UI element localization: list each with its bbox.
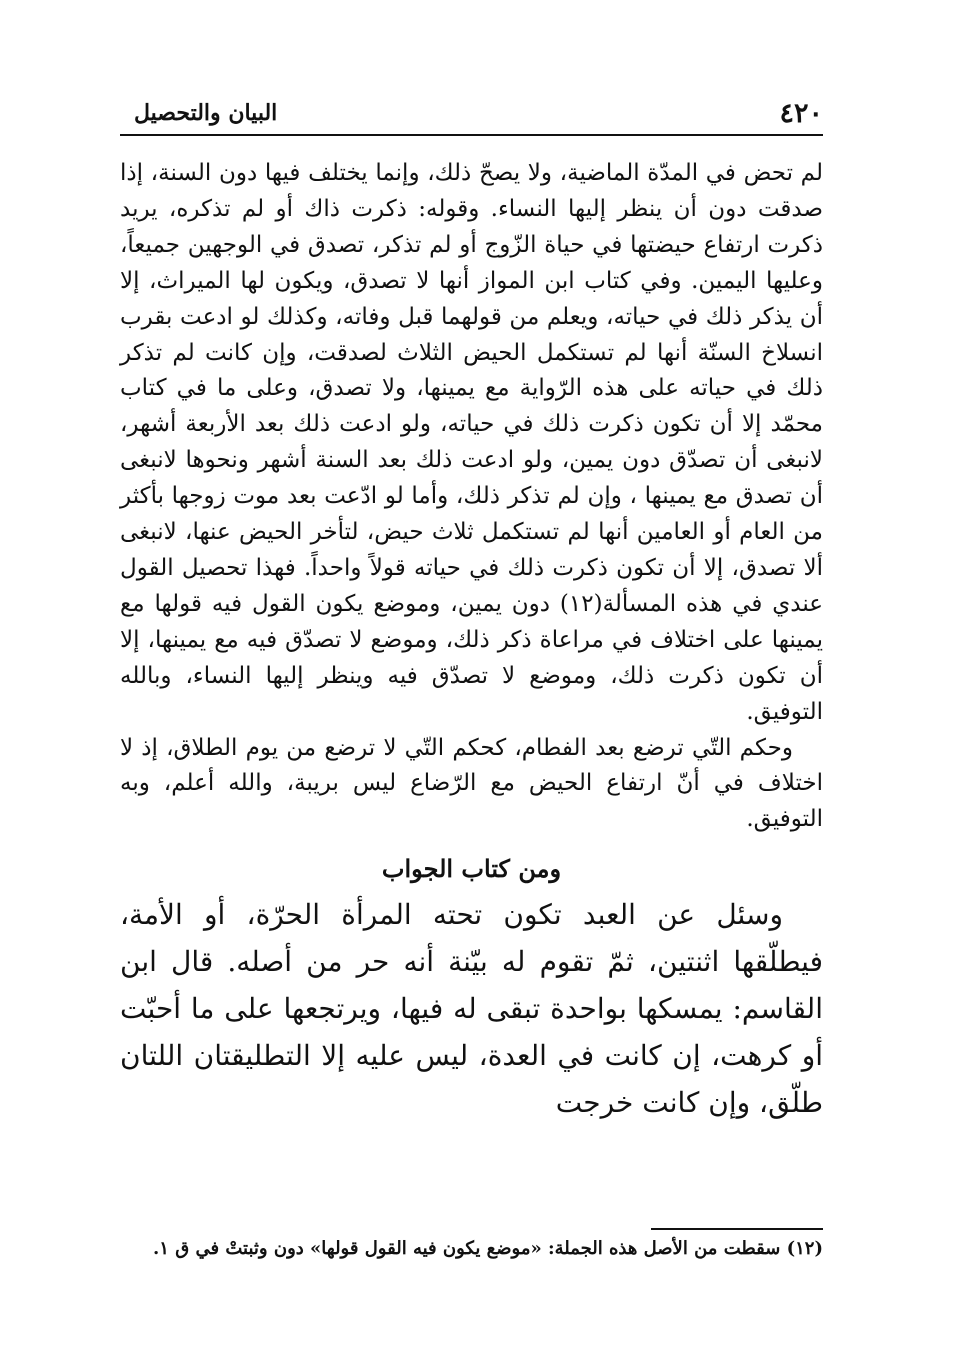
footnote: (١٢) سقطت من الأصل هذه الجملة: «موضع يكون فيه القول قولها» دون وثبتتْ في ق ١. — [153, 1238, 823, 1259]
page-number: ٤٢٠ — [779, 98, 823, 129]
page-body — [120, 156, 823, 1126]
body-paragraph-1: لم تحض في المدّة الماضية، ولا يصحّ ذلك، وإنما يختلف فيها دون السنة، إذا صدقت دون أن ينظر إليها النساء. وقوله: ذكرت ذاك أو لم تذكره، يريد ذكرت ارتفاع حيضتها في حياة الزّوج أو لم تذكر، تصدق في الوجهين جميعاً، وعليها اليمين. وفي كتاب ابن المواز أنها لا تصدق، ويكون لها الميراث، إلا أن يذكر ذلك في حياته، ويعلم من قولهما قبل وفاته، وكذلك لو ادعت بقرب انسلاخ السنّة أنها لم تستكمل الحيض الثلاث لصدقت، وإن كانت لم تذكر ذلك في حياته على هذه الرّواية مع يمينها، ولا تصدق، وعلى ما في كتاب محمّد إلا أن تكون ذكرت ذلك في حياته، ولو ادعت ذلك بعد الأربعة أشهر، لانبغى أن تصدّق دون يمين، ولو ادعت ذلك بعد السنة أشهر ونحوها لانبغى أن تصدق مع يمينها ، وإن لم تذكر ذلك، وأما لو ادّعت بعد موت زوجها بأكثر من العام أو العامين أنها لم تستكمل ثلاث حيض، لتأخر الحيض عنها، لانبغى ألا تصدق، إلا أن تكون ذكرت ذلك في حياته قولاً واحداً. فهذا تحصيل القول عندي في هذه المسألة(١٢) دون يمين، وموضع يكون القول فيه قولها مع يمينها على اختلاف في مراعاة ذكر ذلك، وموضع لا تصدّق فيه مع يمينها، إلا أن تكون ذكرت ذلك، وموضع لا تصدّق فيه وينظر إليها النساء، وبالله التوفيق. — [120, 160, 823, 725]
footnote-divider — [651, 1228, 823, 1230]
section-paragraph: وسئل عن العبد تكون تحته المرأة الحرّة، أو الأمة، فيطلّقها اثنتين، ثمّ تقوم له بيّنة أنه حر من أصله. قال ابن القاسم: يمسكها بواحدة تبقى له فيها، ويرتجعها على ما أحبّت أو كرهت، إن كانت في العدة، ليس عليه إلا التطليقتان اللتان طلّق، وإن كانت خرجت — [120, 898, 823, 1120]
section-heading: ومن كتاب الجواب — [381, 854, 562, 884]
body-paragraph-2: وحكم التّي ترضع بعد الفطام، كحكم التّي لا ترضع من يوم الطلاق، إذ لا اختلاف في أنّ ارتفاع الحيض مع الرّضاع ليس بريبة، والله أعلم، وبه التوفيق. — [120, 734, 823, 833]
page-header — [120, 92, 823, 136]
running-title: البيان والتحصيل — [134, 100, 278, 126]
